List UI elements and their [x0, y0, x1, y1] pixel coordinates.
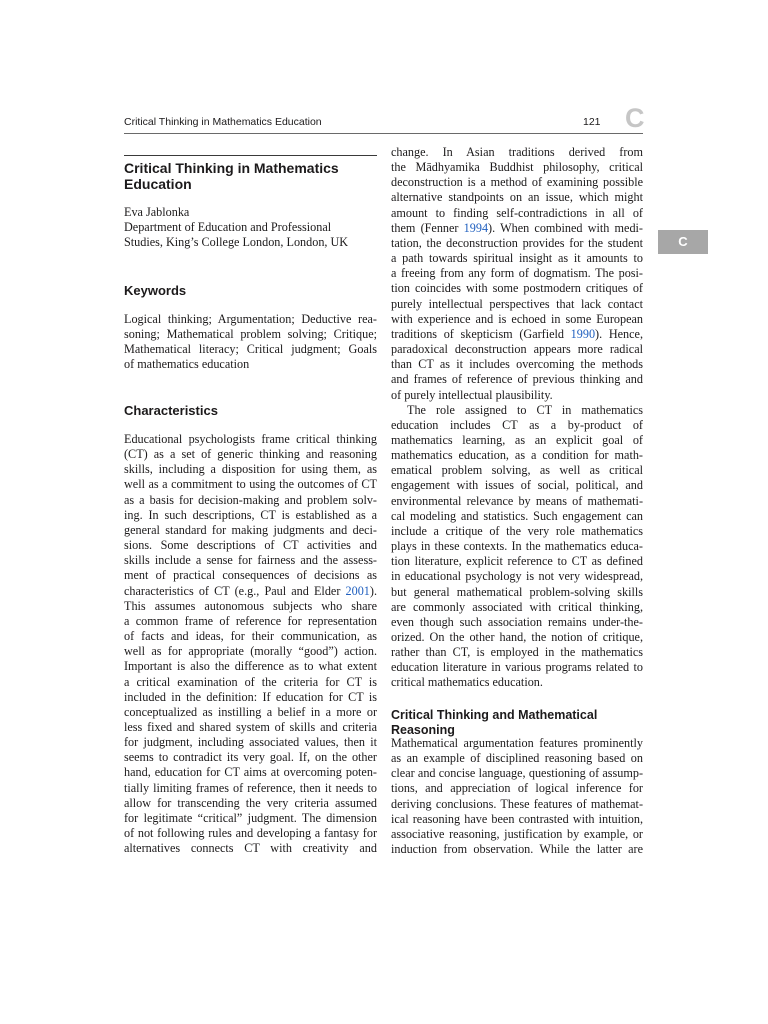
body-text-line: a freeing from any form of dogmatism. The posi-	[391, 266, 643, 281]
body-text-line	[391, 221, 643, 236]
body-text-line: critical mathematics education.	[391, 675, 543, 690]
title-rule	[124, 155, 377, 156]
author-block	[124, 205, 377, 250]
characteristics-paragraph-continued	[391, 145, 643, 403]
body-text-line: ment of practical consequences of decisions as	[124, 568, 377, 583]
body-text-line: for legitimate “critical” judgment. The dimension	[124, 810, 377, 825]
body-text-line	[124, 584, 377, 599]
body-text-line: of facts and ideas, for their communication, as	[124, 629, 377, 644]
body-text-line: a critical examination of the criteria for CT is	[124, 674, 377, 689]
body-text-line: with experience and is echoed in some European	[391, 311, 643, 326]
body-text-line: Mathematical argumentation features prominently	[391, 736, 643, 750]
body-text-line: tion coincides with some postmodern critiques of	[391, 281, 643, 296]
body-text-line: ical reasoning have been contrasted with intuition,	[391, 811, 643, 826]
body-text-line: engagement with issues of social, political, and	[391, 478, 643, 493]
body-text-line: well as for appropriate (morally “good”) action.	[124, 644, 377, 659]
body-text-line: in educational psychology is not very widespread,	[391, 569, 643, 584]
body-text-line: ing. In such descriptions, CT is established as a	[124, 507, 377, 522]
reasoning-heading-line: Reasoning	[391, 723, 455, 737]
citation-year-link[interactable]: 1994	[463, 220, 489, 235]
body-text-line: a path towards spiritual insight as it amounts to	[391, 251, 643, 266]
text-segment: ).	[369, 583, 377, 598]
thumb-index-letter: C	[678, 234, 688, 249]
body-text-line: (CT) as a set of generic thinking and reasoning	[124, 447, 377, 462]
body-text-line: tions, and appreciation of logical inference for	[391, 781, 643, 796]
text-segment: ). Hence,	[595, 326, 643, 341]
author-affiliation-line: Department of Education and Professional	[124, 220, 332, 235]
reasoning-heading-line: Critical Thinking and Mathematical	[391, 708, 598, 722]
body-text-line: associative reasoning, justification by example, or	[391, 826, 643, 841]
body-text-line: The role assigned to CT in mathematics	[407, 402, 643, 417]
keywords-line: Logical thinking; Argumentation; Deductive rea-	[124, 312, 377, 326]
body-text-line: skills, including a disposition for using them, as	[124, 462, 377, 477]
body-text-line: mathematics learning, as an explicit goal of	[391, 432, 643, 447]
citation-year-link[interactable]: 1990	[570, 326, 596, 341]
body-text-line: hand, education for CT aims at overcoming poten-	[124, 765, 377, 780]
citation-year-link[interactable]: 2001	[345, 583, 370, 598]
body-text-line: rather than CT, is employed in the mathematics	[391, 645, 643, 660]
body-text-line: for judgment, including associated values, then it	[124, 735, 377, 750]
body-text-line: conceptualized as instilling a belief in a more or	[124, 704, 377, 719]
body-text-line: alternatives connects CT with creativity and	[124, 841, 377, 856]
right-column	[391, 145, 643, 691]
body-text-line: tation, the deconstruction provides for the student	[391, 235, 643, 250]
body-text-line: sions. Some descriptions of CT activities and	[124, 538, 377, 553]
characteristics-paragraph	[124, 432, 377, 856]
body-text-line: amount to finding self-contradictions in all of	[391, 205, 643, 220]
body-text-line: environmental relevance by means of mathemati-	[391, 493, 643, 508]
body-text-line: This assumes autonomous subjects who share	[124, 598, 377, 613]
page-number: 121	[583, 116, 601, 128]
entry-title-line: Critical Thinking in Mathematics	[124, 160, 339, 176]
body-text-line: less fixed and shared system of skills and criteria	[124, 719, 377, 734]
characteristics-paragraph	[391, 403, 643, 691]
entry-title	[124, 160, 377, 192]
body-text-line: a common frame of reference for representation	[124, 613, 377, 628]
body-text-line: include a critique of the very role mathematics	[391, 523, 643, 538]
body-text-line: deconstruction is a method of examining possible	[391, 175, 643, 190]
body-text-line: than CT as it includes overcoming the methods	[391, 357, 643, 372]
body-text-line: but general mathematical problem-solving skills	[391, 584, 643, 599]
body-text-line: as a basis for decision-making and problem solv-	[124, 492, 377, 507]
author-name: Eva Jablonka	[124, 205, 190, 219]
keywords-line: Mathematical literacy; Critical judgment; Goals	[124, 342, 377, 357]
running-head-rule	[124, 133, 643, 134]
reasoning-heading	[391, 708, 643, 738]
keywords-line: soning; Mathematical problem solving; Critique;	[124, 327, 377, 342]
thumb-index-tab	[658, 230, 708, 254]
body-text-line: are commonly associated with critical thinking,	[391, 599, 643, 614]
body-text-line: induction from observation. While the latter are	[391, 842, 643, 857]
text-segment: ). When combined with medi-	[488, 220, 643, 235]
body-text-line: alternative standpoints on an issue, which might	[391, 190, 643, 205]
keywords-heading: Keywords	[124, 283, 187, 298]
body-text-line: of not following rules and developing a fantasy for	[124, 826, 377, 841]
body-text-line: ematical problem solving, as well as critical	[391, 463, 643, 478]
body-text-line: plays in these contexts. In the mathematics educa-	[391, 539, 643, 554]
body-text-line: included in the definition: If education for CT is	[124, 689, 377, 704]
body-text-line: and frames of reference of previous thinking and	[391, 372, 643, 387]
body-text-line: tially limiting frames of reference, then it needs to	[124, 780, 377, 795]
body-text-line: even though such association remains under-the-	[391, 614, 643, 629]
body-text-line: Important is also the difference as to what extent	[124, 659, 377, 674]
body-text-line: seems to contradict its very goal. If, on the other	[124, 750, 377, 765]
text-segment: them (Fenner	[391, 220, 464, 235]
body-text-line: skills include a sense for fairness and the assess-	[124, 553, 377, 568]
body-text-line: deriving conclusions. These features of mathemat-	[391, 796, 643, 811]
text-segment: characteristics of CT (e.g., Paul and Elder	[124, 583, 346, 598]
author-affiliation-line: Studies, King’s College London, London, UK	[124, 235, 349, 250]
body-text-line: allow for transcending the very criteria assumed	[124, 795, 377, 810]
body-text-line: general standard for making judgments and deci-	[124, 522, 377, 537]
body-text-line: as an example of disciplined reasoning based on	[391, 751, 643, 766]
keywords-list	[124, 312, 377, 373]
characteristics-heading: Characteristics	[124, 403, 218, 418]
body-text-line: clear and concise language, questioning of assump-	[391, 766, 643, 781]
body-text-line: education literature in various programs related to	[391, 660, 643, 675]
body-text-line: paradoxical deconstruction appears more radical	[391, 342, 643, 357]
body-text-line: mathematics education, as a condition for math-	[391, 448, 643, 463]
running-head-section-letter: C	[625, 103, 645, 133]
body-text-line	[391, 327, 643, 342]
reasoning-paragraph	[391, 736, 643, 857]
body-text-line: well as a commitment to using the outcomes of CT	[124, 477, 377, 492]
body-text-line: Educational psychologists frame critical thinking	[124, 432, 377, 446]
body-text-line: of purely intellectual plausibility.	[391, 387, 553, 402]
running-head-title: Critical Thinking in Mathematics Education	[124, 116, 322, 128]
body-text-line: education includes CT as a by-product of	[391, 417, 643, 432]
entry-title-line: Education	[124, 176, 192, 192]
keywords-line: of mathematics education	[124, 357, 250, 372]
text-segment: traditions of skepticism (Garfield	[391, 326, 571, 341]
body-text-line: orized. On the other hand, the notion of critique,	[391, 630, 643, 644]
body-text-line: change. In Asian traditions derived from	[391, 145, 643, 159]
body-text-line: the Mādhyamika Buddhist philosophy, critical	[391, 160, 643, 175]
body-text-line: cal modeling and statistics. Such engagement can	[391, 508, 643, 523]
body-text-line: tion literature, explicit reference to CT as defined	[391, 554, 643, 569]
body-text-line: purely intellectual perspectives that lack contact	[391, 296, 643, 311]
